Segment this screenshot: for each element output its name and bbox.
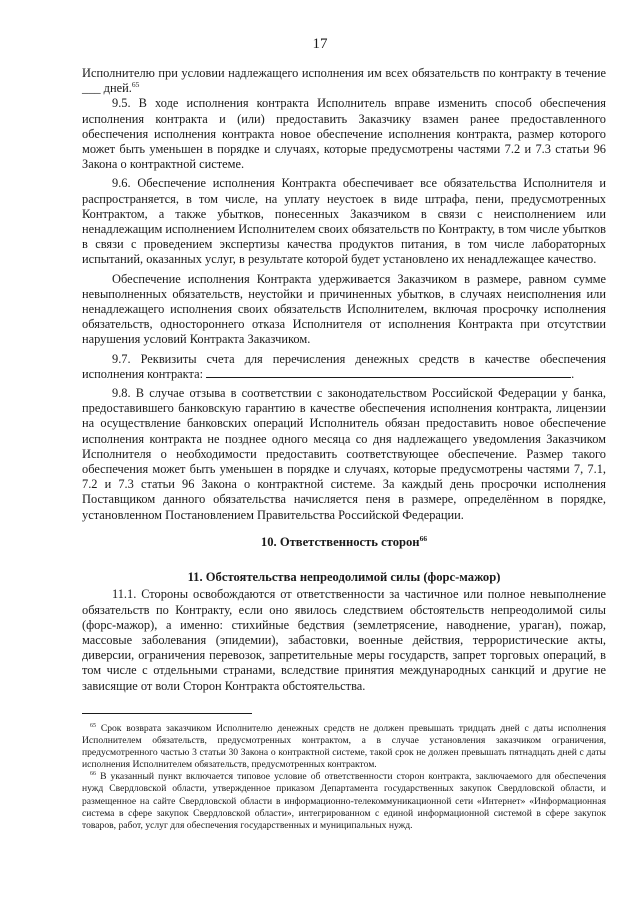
paragraph-9-5: 9.5. В ходе исполнения контракта Исполнитель вправе изменить способ обеспечения исполнения контракта и (или) предоставить Заказчику взамен ранее предоставленного обеспечения исполнения контракта новое обеспечение исполнения контракта, размер которого может быть уменьшен в порядке и случаях, которые предусмотрены частями 7.2 и 7.3 статьи 96 Закона о контрактной системе. [82,96,606,172]
paragraph-9-7-text: 9.7. Реквизиты счета для перечисления денежных средств в качестве обеспечения исполнения контракта: [82,351,606,381]
paragraph-9-7-end: . [571,366,575,381]
paragraph-9-6-retention: Обеспечение исполнения Контракта удерживается Заказчиком в размере, равном сумме невыполненных обязательств, неустойки и причиненных убытков, в случаях неисполнения или ненадлежащего исполнения своих обязательств Исполнителем, включая просрочку исполнения обязательств, одностороннего отказа Исполнителя от исполнения Контракта при отсутствии нарушения условий Контракта Заказчиком. [82,271,606,347]
paragraph-intro-text: Исполнителю при условии надлежащего исполнения им всех обязательств по контракту в течение ___ дней. [82,66,606,96]
section-heading-10-text: 10. Ответственность сторон [260,534,420,549]
paragraph-9-7 [82,352,606,382]
page-number: 17 [312,36,328,52]
footnote-66-text: В указанный пункт включается типовое условие об ответственности сторон контракта, заключаемого для обеспечения нужд Свердловской области, утвержденное приказом Департамента государственных закупок Свердловской области, и размещенное на сайте Свердловской области в информационно-телекоммуникационной сети «Интернет» «Информационная система в сфере закупок Свердловской области», интегрированном с единой информационной системой в сфере закупок товаров, работ, услуг для обеспечения государственных и муниципальных нужд. [82,771,606,831]
paragraph-intro [82,66,606,96]
paragraph-11-1: 11.1. Стороны освобождаются от ответственности за частичное или полное невыполнение обязательств по Контракту, если оно явилось следствием обстоятельств непреодолимой силы (форс-мажор), а именно: стихийные бедствия (землетрясение, наводнение, ураган), пожар, массовые заболевания (эпидемии), забастовки, военные действия, террористические акты, диверсии, ограничения перевозок, запретительные меры государств, запрет торговых операций, в том числе с отдельными странами, вследствие принятия международных санкций и другие не зависящие от воли Сторон Контракта обстоятельства. [82,587,606,693]
footnote-ref-65: 65 [131,80,140,90]
footnote-ref-66: 66 [419,533,428,543]
footnote-65-marker: 65 [90,722,96,729]
footnote-separator [82,713,252,714]
section-heading-10 [82,535,606,550]
footnote-66-marker: 66 [90,771,96,778]
section-heading-11: 11. Обстоятельства непреодолимой силы (форс-мажор) [187,570,501,585]
footnotes [82,723,606,832]
document-body [82,66,606,694]
footnote-65 [82,723,606,771]
account-details-blank [206,367,571,378]
footnote-65-text: Срок возврата заказчиком Исполнителю денежных средств не должен превышать тридцать дней с даты исполнения Исполнителем обязательств, предусмотренных контрактом, а в случае установления заказчиком ограничения, предусмотренного частью 3 статьи 30 Закона о контрактной системе, такой срок не должен превышать пятнадцать дней с даты исполнения Исполнителем обязательств, предусмотренных контрактом. [82,723,606,771]
paragraph-9-8: 9.8. В случае отзыва в соответствии с законодательством Российской Федерации у банка, предоставившего банковскую гарантию в качестве обеспечения исполнения контракта, лицензии на осуществление банковских операций Исполнитель обязан предоставить новое обеспечение исполнения контракта не позднее одного месяца со дня надлежащего уведомления Заказчиком Исполнителя о необходимости предоставить соответствующее обеспечение. Размер такого обеспечения может быть уменьшен в порядке и случаях, которые предусмотрены частями 7, 7.1, 7.2 и 7.3 статьи 96 Закона о контрактной системе. За каждый день просрочки исполнения Поставщиком данного обязательства начисляется пеня в размере, определённом в порядке, установленном Постановлением Правительства Российской Федерации. [82,386,606,522]
paragraph-9-6: 9.6. Обеспечение исполнения Контракта обеспечивает все обязательства Исполнителя и распространяется, в том числе, на уплату неустоек в виде штрафа, пени, предусмотренных Контрактом, а также убытков, понесенных Заказчиком в связи с неисполнением или ненадлежащим исполнением Исполнителем своих обязательств по Контракту, в том числе убытков в связи с проведением экспертизы качества продуктов питания, в том числе лабораторных испытаний, оказанных услуг, в результате которой будет установлено их ненадлежащее качество. [82,176,606,267]
footnote-66 [82,771,606,831]
